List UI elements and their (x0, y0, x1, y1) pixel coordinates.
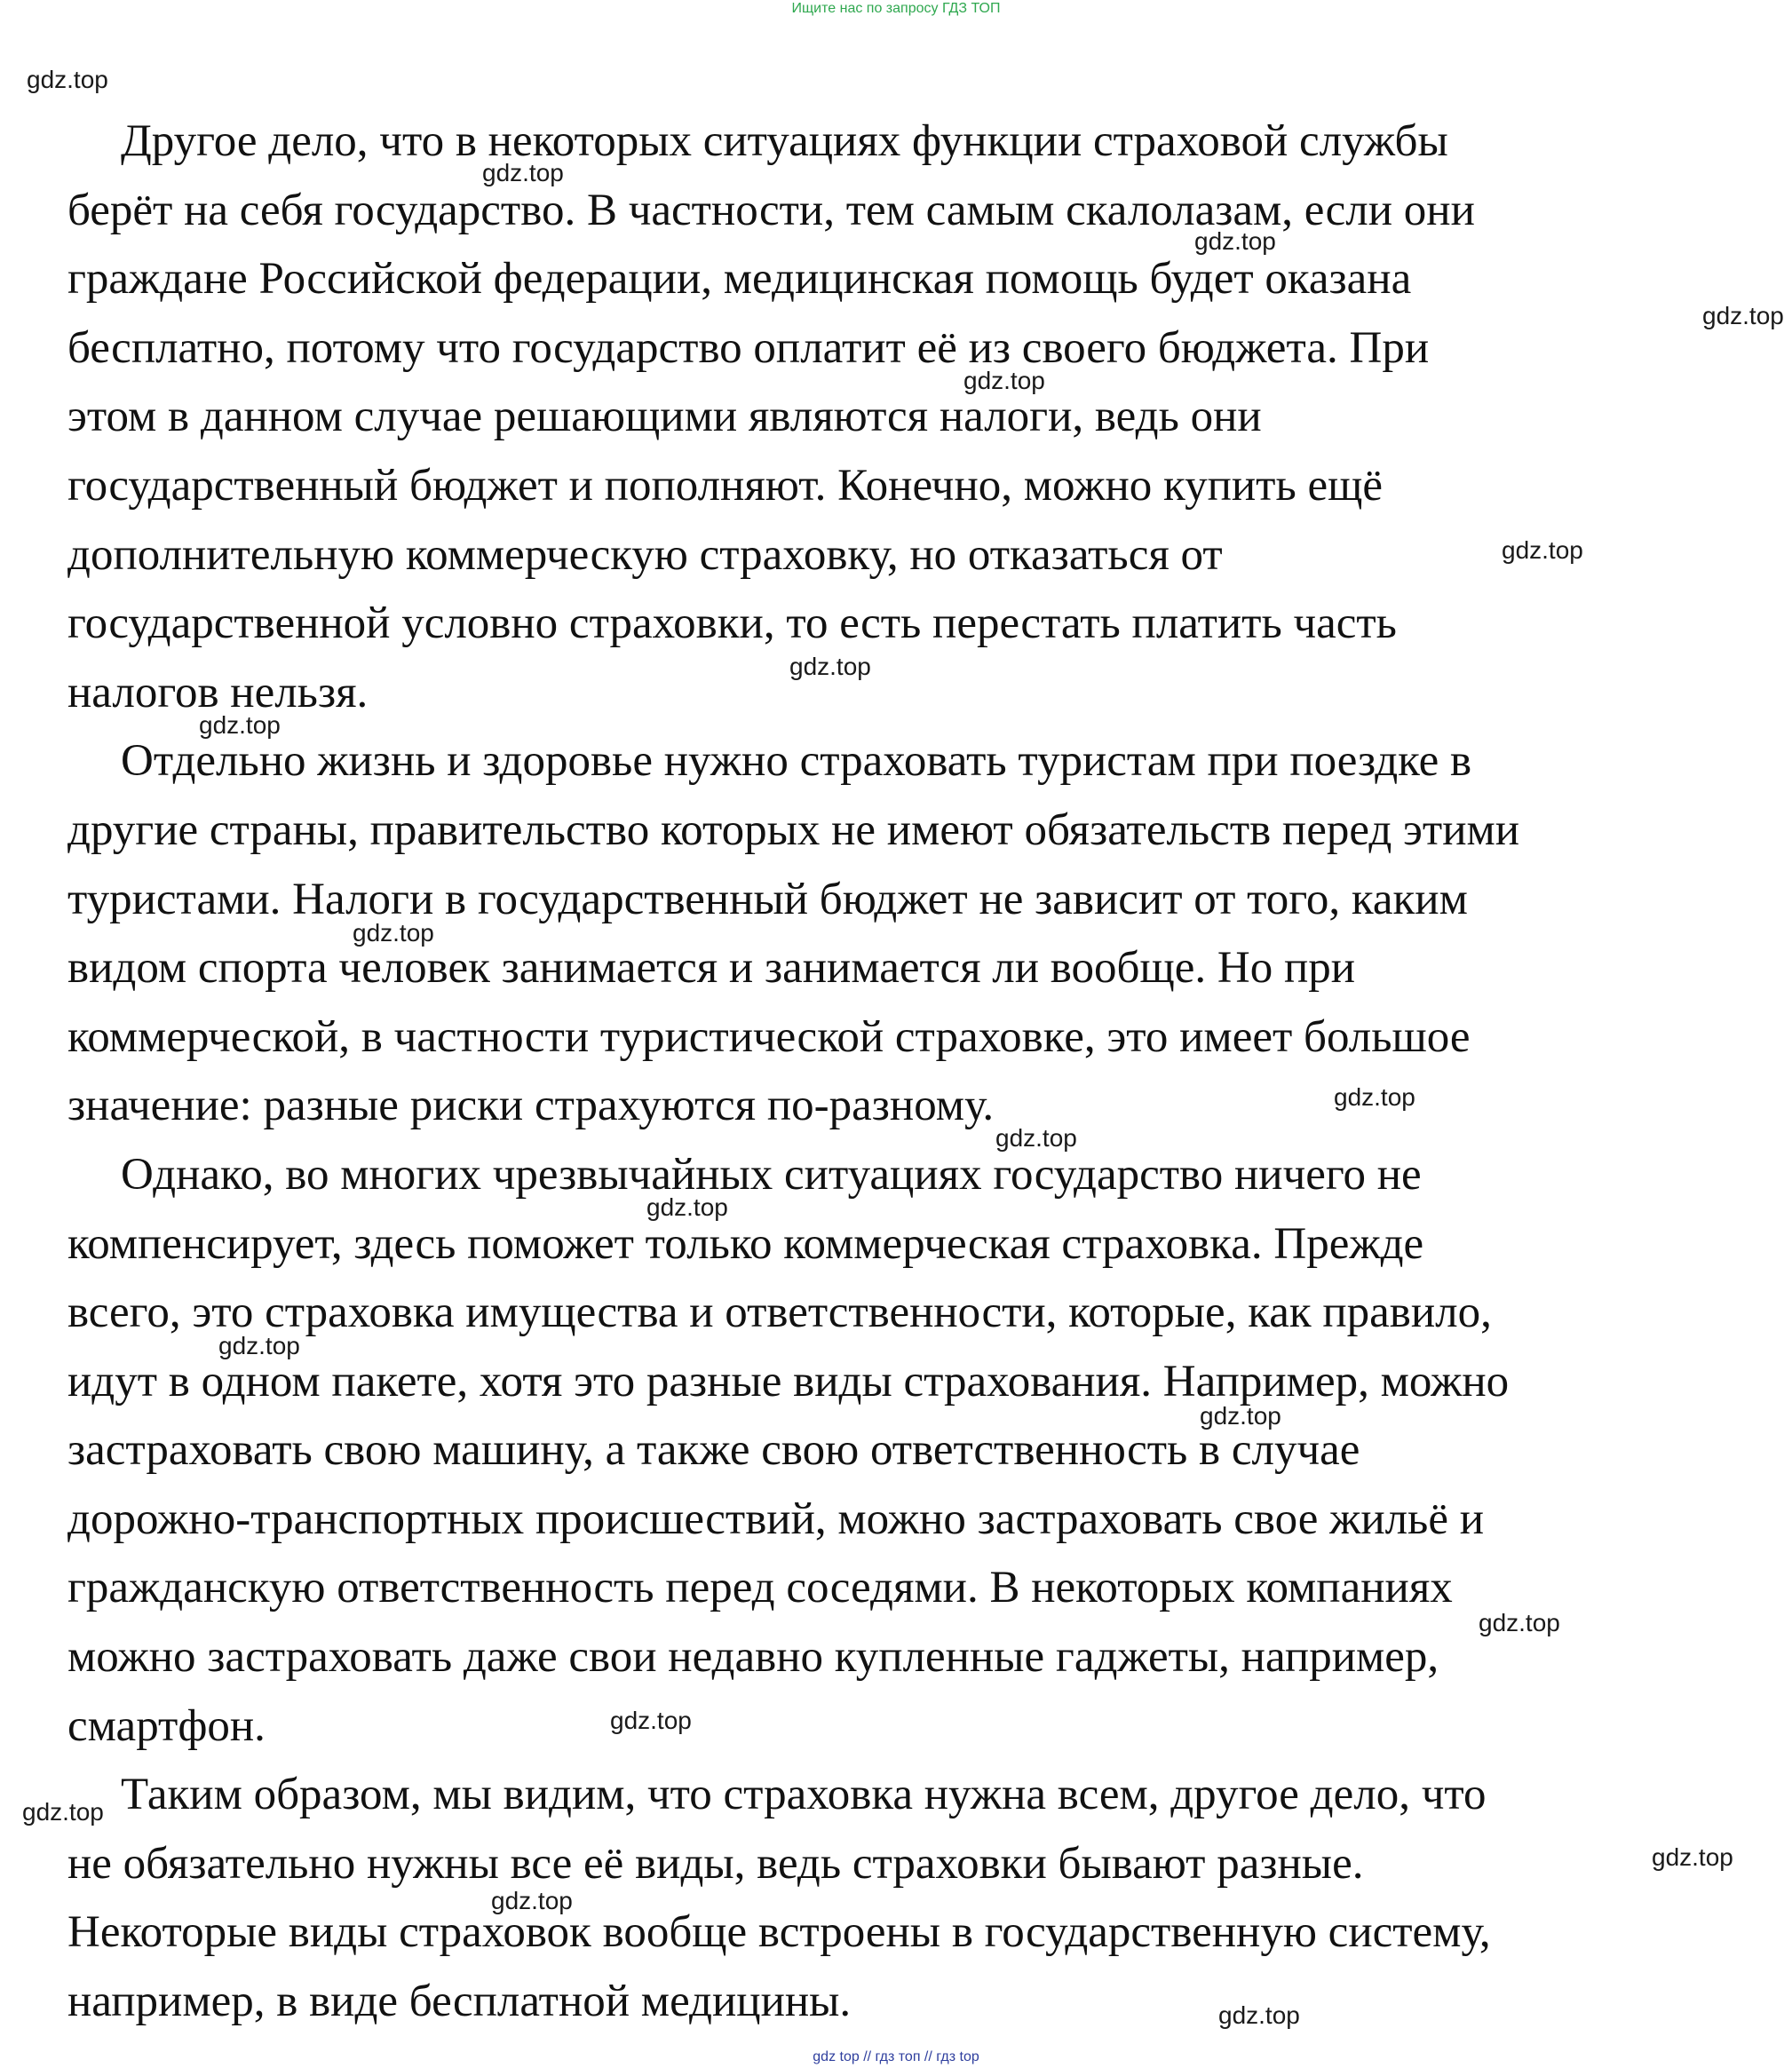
watermark: gdz.top (1334, 1083, 1415, 1111)
paragraph-3: Однако, во многих чрезвычайных ситуациях государство ничего не компенсирует, здесь поможет только коммерческая страховка. Прежде всего, это страховка имущества и ответственности, которые, как правило, идут в одном пакете, хотя это разные виды страхования. Например, можно застраховать свою машину, а также свою ответственность в случае дорожно-транспортных происшествий, можно застраховать свое жильё и гражданскую ответственность перед соседями. В некоторых компаниях можно застраховать даже свои недавно купленные гаджеты, например, смартфон. (67, 1149, 1510, 1751)
watermark: gdz.top (1652, 1843, 1733, 1871)
paragraph-1: Другое дело, что в некоторых ситуациях функции страховой службы берёт на себя государство. В частности, тем самым скалолазам, если они граждане Российской федерации, медицинская помощь будет оказана бесплатно, потому что государство оплатит её из своего бюджета. При этом в данном случае решающими являются налоги, ведь они государственный бюджет и пополняют. Конечно, можно купить ещё дополнительную коммерческую страховку, но отказаться от государственной условно страховки, то есть перестать платить часть налогов нельзя. (67, 116, 1475, 717)
watermark: gdz.top (1218, 2001, 1300, 2029)
watermark: gdz.top (218, 1332, 300, 1359)
watermark: gdz.top (1200, 1402, 1281, 1430)
watermark: gdz.top (353, 919, 434, 947)
watermark: gdz.top (1502, 536, 1583, 564)
watermark: gdz.top (646, 1193, 728, 1221)
essay-text (67, 107, 1781, 2037)
watermark: gdz.top (1479, 1609, 1560, 1636)
watermark: gdz.top (491, 1887, 573, 1914)
watermark: gdz.top (963, 367, 1045, 394)
watermark: gdz.top (22, 1798, 104, 1826)
watermark: gdz.top (199, 711, 281, 739)
watermark: gdz.top (482, 159, 564, 186)
watermark: gdz.top (789, 653, 871, 680)
watermark: gdz.top (27, 66, 108, 93)
bottom-banner: gdz top // гдз топ // гдз top (813, 2049, 979, 2064)
paragraph-2: Отдельно жизнь и здоровье нужно страховать туристам при поездке в другие страны, правительство которых не имеют обязательств перед этими туристами. Налоги в государственный бюджет не зависит от того, каким видом спорта человек занимается и занимается ли вообще. Но при коммерческой, в частности туристической страховке, это имеет большое значение: разные риски страхуются по-разному. (67, 736, 1520, 1131)
paragraph-4: Таким образом, мы видим, что страховка нужна всем, другое дело, что не обязательно нужны все её виды, ведь страховки бывают разные. Некоторые виды страховок вообще встроены в государственную систему, например, в виде бесплатной медицины. (67, 1770, 1491, 2027)
watermark: gdz.top (610, 1707, 692, 1734)
watermark: gdz.top (1194, 227, 1276, 255)
top-banner: Ищите нас по запросу ГДЗ ТОП (791, 1, 1001, 16)
watermark: gdz.top (995, 1124, 1077, 1152)
watermark: gdz.top (1702, 302, 1784, 329)
